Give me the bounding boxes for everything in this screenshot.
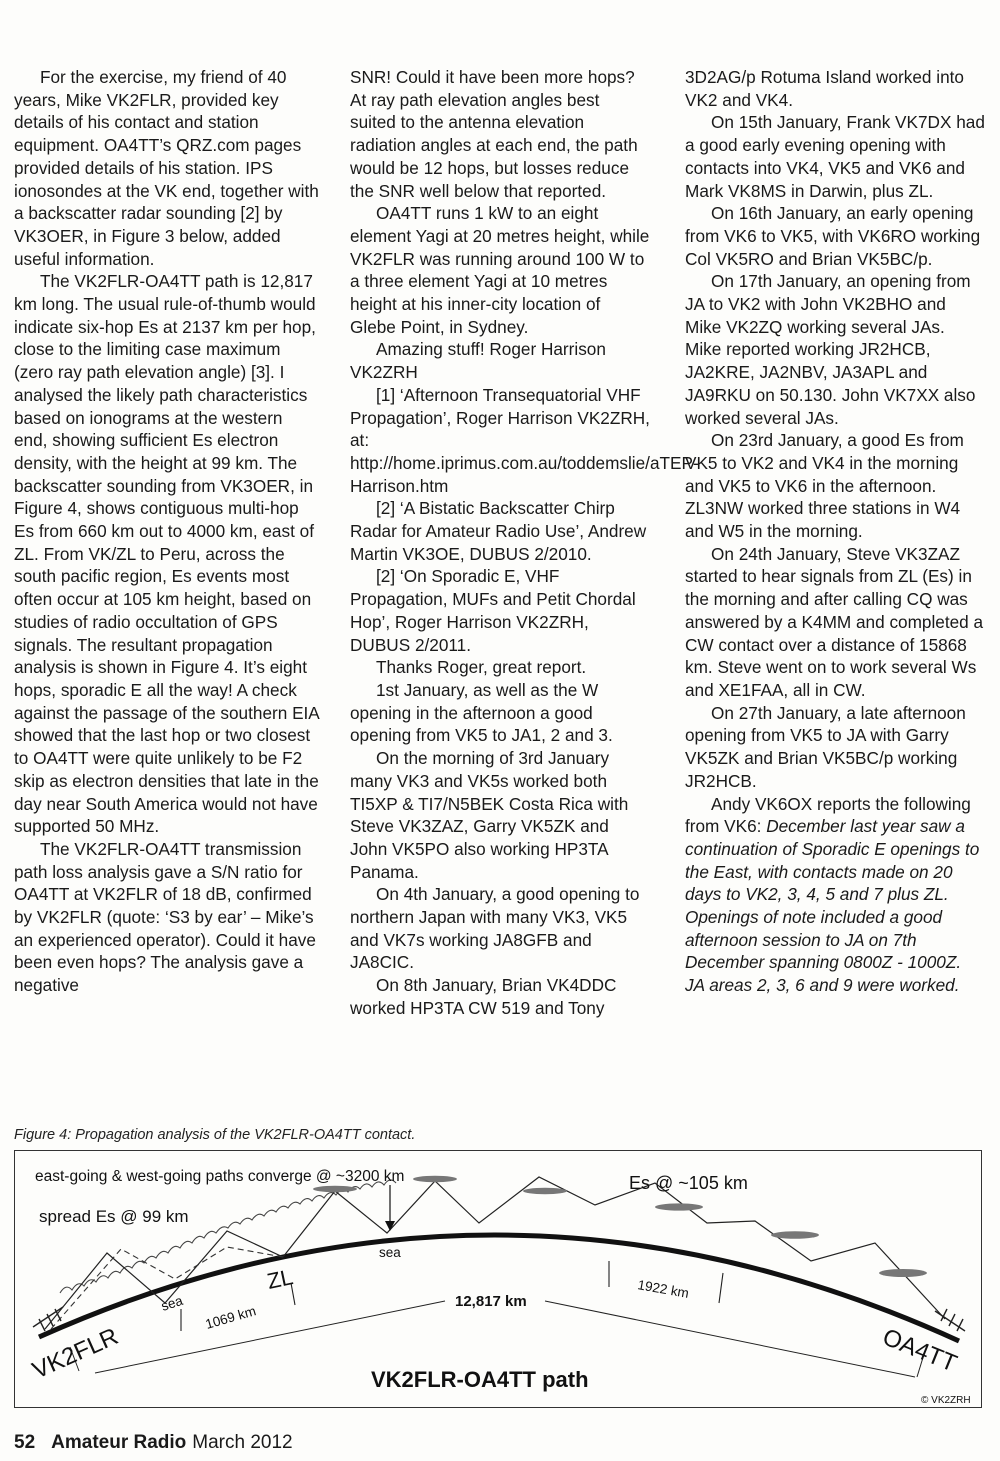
text-column-1 — [14, 66, 319, 997]
paragraph: [2] ‘A Bistatic Backscatter Chirp Radar for Amateur Radio Use’, Andrew Martin VK3OE, DUBUS 2/2010. — [350, 498, 647, 564]
es-cloud — [879, 1269, 927, 1277]
paragraph: The VK2FLR-OA4TT path is 12,817 km long. The usual rule-of-thumb would indicate six-hop Es at 2137 km per hop, close to the limiting case maximum (zero ray path elevation angle) [3]. I analysed the likely path characteristics based on ionograms at the western end, showing sufficient Es electron density, with the height at 99 km. The backscatter sounding from VK3OER, in Figure 4, shows contiguous multi-hop Es from 660 km out to 4000 km, east of ZL. From VK/ZL to Peru, across the south pacific region, Es events most often occur at 105 km height, based on studies of radio occultation of GPS signals. The resultant propagation analysis is shown in Figure 4. It’s eight hops, sporadic E all the way! A check against the passage of the southern EIA showed that the last hop or two closest to OA4TT were quite unlikely to be F2 skip as electron densities that late in the day near South America would not have supported 50 MHz. — [14, 271, 319, 837]
report-lead: Andy VK6OX reports the following from VK6: — [685, 793, 971, 837]
report-quote: December last year saw a continuation of Sporadic E openings to the East, with contacts made on 20 days to VK2, 3, 4, 5 and 7 plus ZL. Openings of note included a good afternoon session to JA on 7th December spanning 0800Z - 1000Z. JA areas 2, 3, 6 and 9 were worked. — [685, 816, 980, 996]
paragraph: On 8th January, Brian VK4DDC worked HP3TA CW 519 and Tony — [350, 975, 617, 1018]
paragraph: On 4th January, a good opening to northern Japan with many VK3, VK5 and VK7s working JA8GFB and JA8CIC. — [350, 884, 640, 973]
figure-4-propagation-diagram — [14, 1150, 982, 1408]
text-column-3 — [685, 66, 985, 997]
diagram-title: VK2FLR-OA4TT path — [371, 1367, 589, 1392]
es-cloud — [655, 1203, 703, 1210]
label-zl: ZL — [264, 1264, 296, 1294]
label-sea: sea — [159, 1292, 185, 1314]
es-cloud — [413, 1176, 457, 1182]
text-column-2 — [350, 66, 699, 1020]
es-cloud — [313, 1186, 357, 1192]
paragraph: On the morning of 3rd January many VK3 and VK5s worked both TI5XP & TI7/N5BEK Costa Rica with Steve VK3ZAZ, Garry VK5ZK and John VK5PO also working HP3TA Panama. — [350, 748, 629, 882]
page-number: 52 — [14, 1432, 36, 1453]
figure-caption: Figure 4: Propagation analysis of the VK2FLR-OA4TT contact. — [14, 1127, 416, 1143]
spread-es-wave — [60, 1180, 396, 1293]
issue-date: March 2012 — [192, 1432, 293, 1453]
label-1069-km: 1069 km — [203, 1303, 258, 1332]
total-span-line — [545, 1301, 915, 1377]
label-1922-km: 1922 km — [636, 1277, 691, 1301]
label-sea: sea — [379, 1245, 401, 1260]
earth-surface-arc — [39, 1235, 959, 1341]
paragraph: On 24th January, Steve VK3ZAZ started to hear signals from ZL (Es) in the morning and after calling CQ was answered by a K4MM and completed a CW contact over a distance of 15868 km. Steve went on to work several Ws and XE1FAA, all in CW. — [685, 543, 984, 700]
distance-marker-1922 — [719, 1273, 723, 1303]
paragraph: OA4TT runs 1 kW to an eight element Yagi at 20 metres height, while VK2FLR was running around 100 W to a three element Yagi at 10 metres height at his inner-city location of Glebe Point, in Sydney. — [350, 203, 650, 337]
es-cloud — [771, 1231, 819, 1239]
total-span-line — [95, 1301, 445, 1373]
paragraph: On 27th January, a late afternoon opening from VK5 to JA with Garry VK5ZK and Brian VK5BC/p working JR2HCB. — [685, 702, 966, 791]
paragraph-andy-report — [685, 793, 985, 997]
paragraph: For the exercise, my friend of 40 years, Mike VK2FLR, provided key details of his contact and station equipment. OA4TT’s QRZ.com pages provided details of his station. IPS ionosondes at the VK end, together with a backscatter radar sounding [2] by VK3OER, in Figure 3 below, added useful information. — [14, 67, 319, 269]
es-cloud — [523, 1188, 567, 1194]
paragraph: 3D2AG/p Rotuma Island worked into VK2 and VK4. — [685, 67, 964, 110]
paragraph: On 23rd January, a good Es from VK5 to VK2 and VK4 in the morning and VK5 to VK6 in the afternoon. ZL3NW worked three stations in W4 and W5 in the morning. — [685, 430, 964, 542]
label-spread-es: spread Es @ 99 km — [39, 1207, 189, 1226]
paragraph: Amazing stuff! Roger Harrison VK2ZRH — [350, 339, 606, 383]
paragraph: Thanks Roger, great report. — [376, 657, 587, 678]
label-oa4tt: OA4TT — [878, 1323, 961, 1378]
propagation-diagram-svg — [15, 1151, 983, 1409]
label-total-distance: 12,817 km — [455, 1293, 527, 1310]
page-footer — [14, 1432, 293, 1454]
credit-text: © VK2ZRH — [921, 1395, 971, 1406]
paragraph: On 15th January, Frank VK7DX had a good early evening opening with contacts into VK4, VK5 and VK6 and Mark VK8MS in Darwin, plus ZL. — [685, 112, 985, 201]
paragraph: [2] ‘On Sporadic E, VHF Propagation, MUFs and Petit Chordal Hop’, Roger Harrison VK2ZRH, DUBUS 2/2011. — [350, 566, 636, 655]
paragraph: 1st January, as well as the W opening in the afternoon a good opening from VK5 to JA1, 2 and 3. — [350, 679, 613, 746]
magazine-name: Amateur Radio — [51, 1432, 187, 1453]
paragraph: SNR! Could it have been more hops? At ray path elevation angles best suited to the antenna elevation radiation angles at each end, the path would be 12 hops, but losses reduce the SNR well below that reported. — [350, 67, 638, 201]
paragraph: The VK2FLR-OA4TT transmission path loss analysis gave a S/N ratio for OA4TT at VK2FLR of 18 dB, confirmed by VK2FLR (quote: ‘S3 by ear’ – Mike’s an experienced operator). Could it have been even hops? The analysis gave a negative — [14, 838, 316, 996]
paragraph: On 16th January, an early opening from VK6 to VK5, with VK6RO working Col VK5RO and Brian VK5BC/p. — [685, 203, 981, 269]
label-es-105: Es @ ~105 km — [629, 1173, 748, 1193]
paragraph: [1] ‘Afternoon Transequatorial VHF Propagation’, Roger Harrison VK2ZRH, at: http://home.iprimus.com.au/toddemslie/aTEP-Harrison.htm — [350, 384, 699, 496]
label-vk2flr: VK2FLR — [28, 1322, 123, 1385]
paragraph: On 17th January, an opening from JA to VK2 with John VK2BHO and Mike VK2ZQ working several JAs. Mike reported working JR2HCB, JA2KRE, JA2NBV, JA3APL and JA9RKU on 50.130. John VK7XX also worked several JAs. — [685, 271, 976, 428]
label-converge: east-going & west-going paths converge @ ~3200 km — [35, 1168, 405, 1185]
